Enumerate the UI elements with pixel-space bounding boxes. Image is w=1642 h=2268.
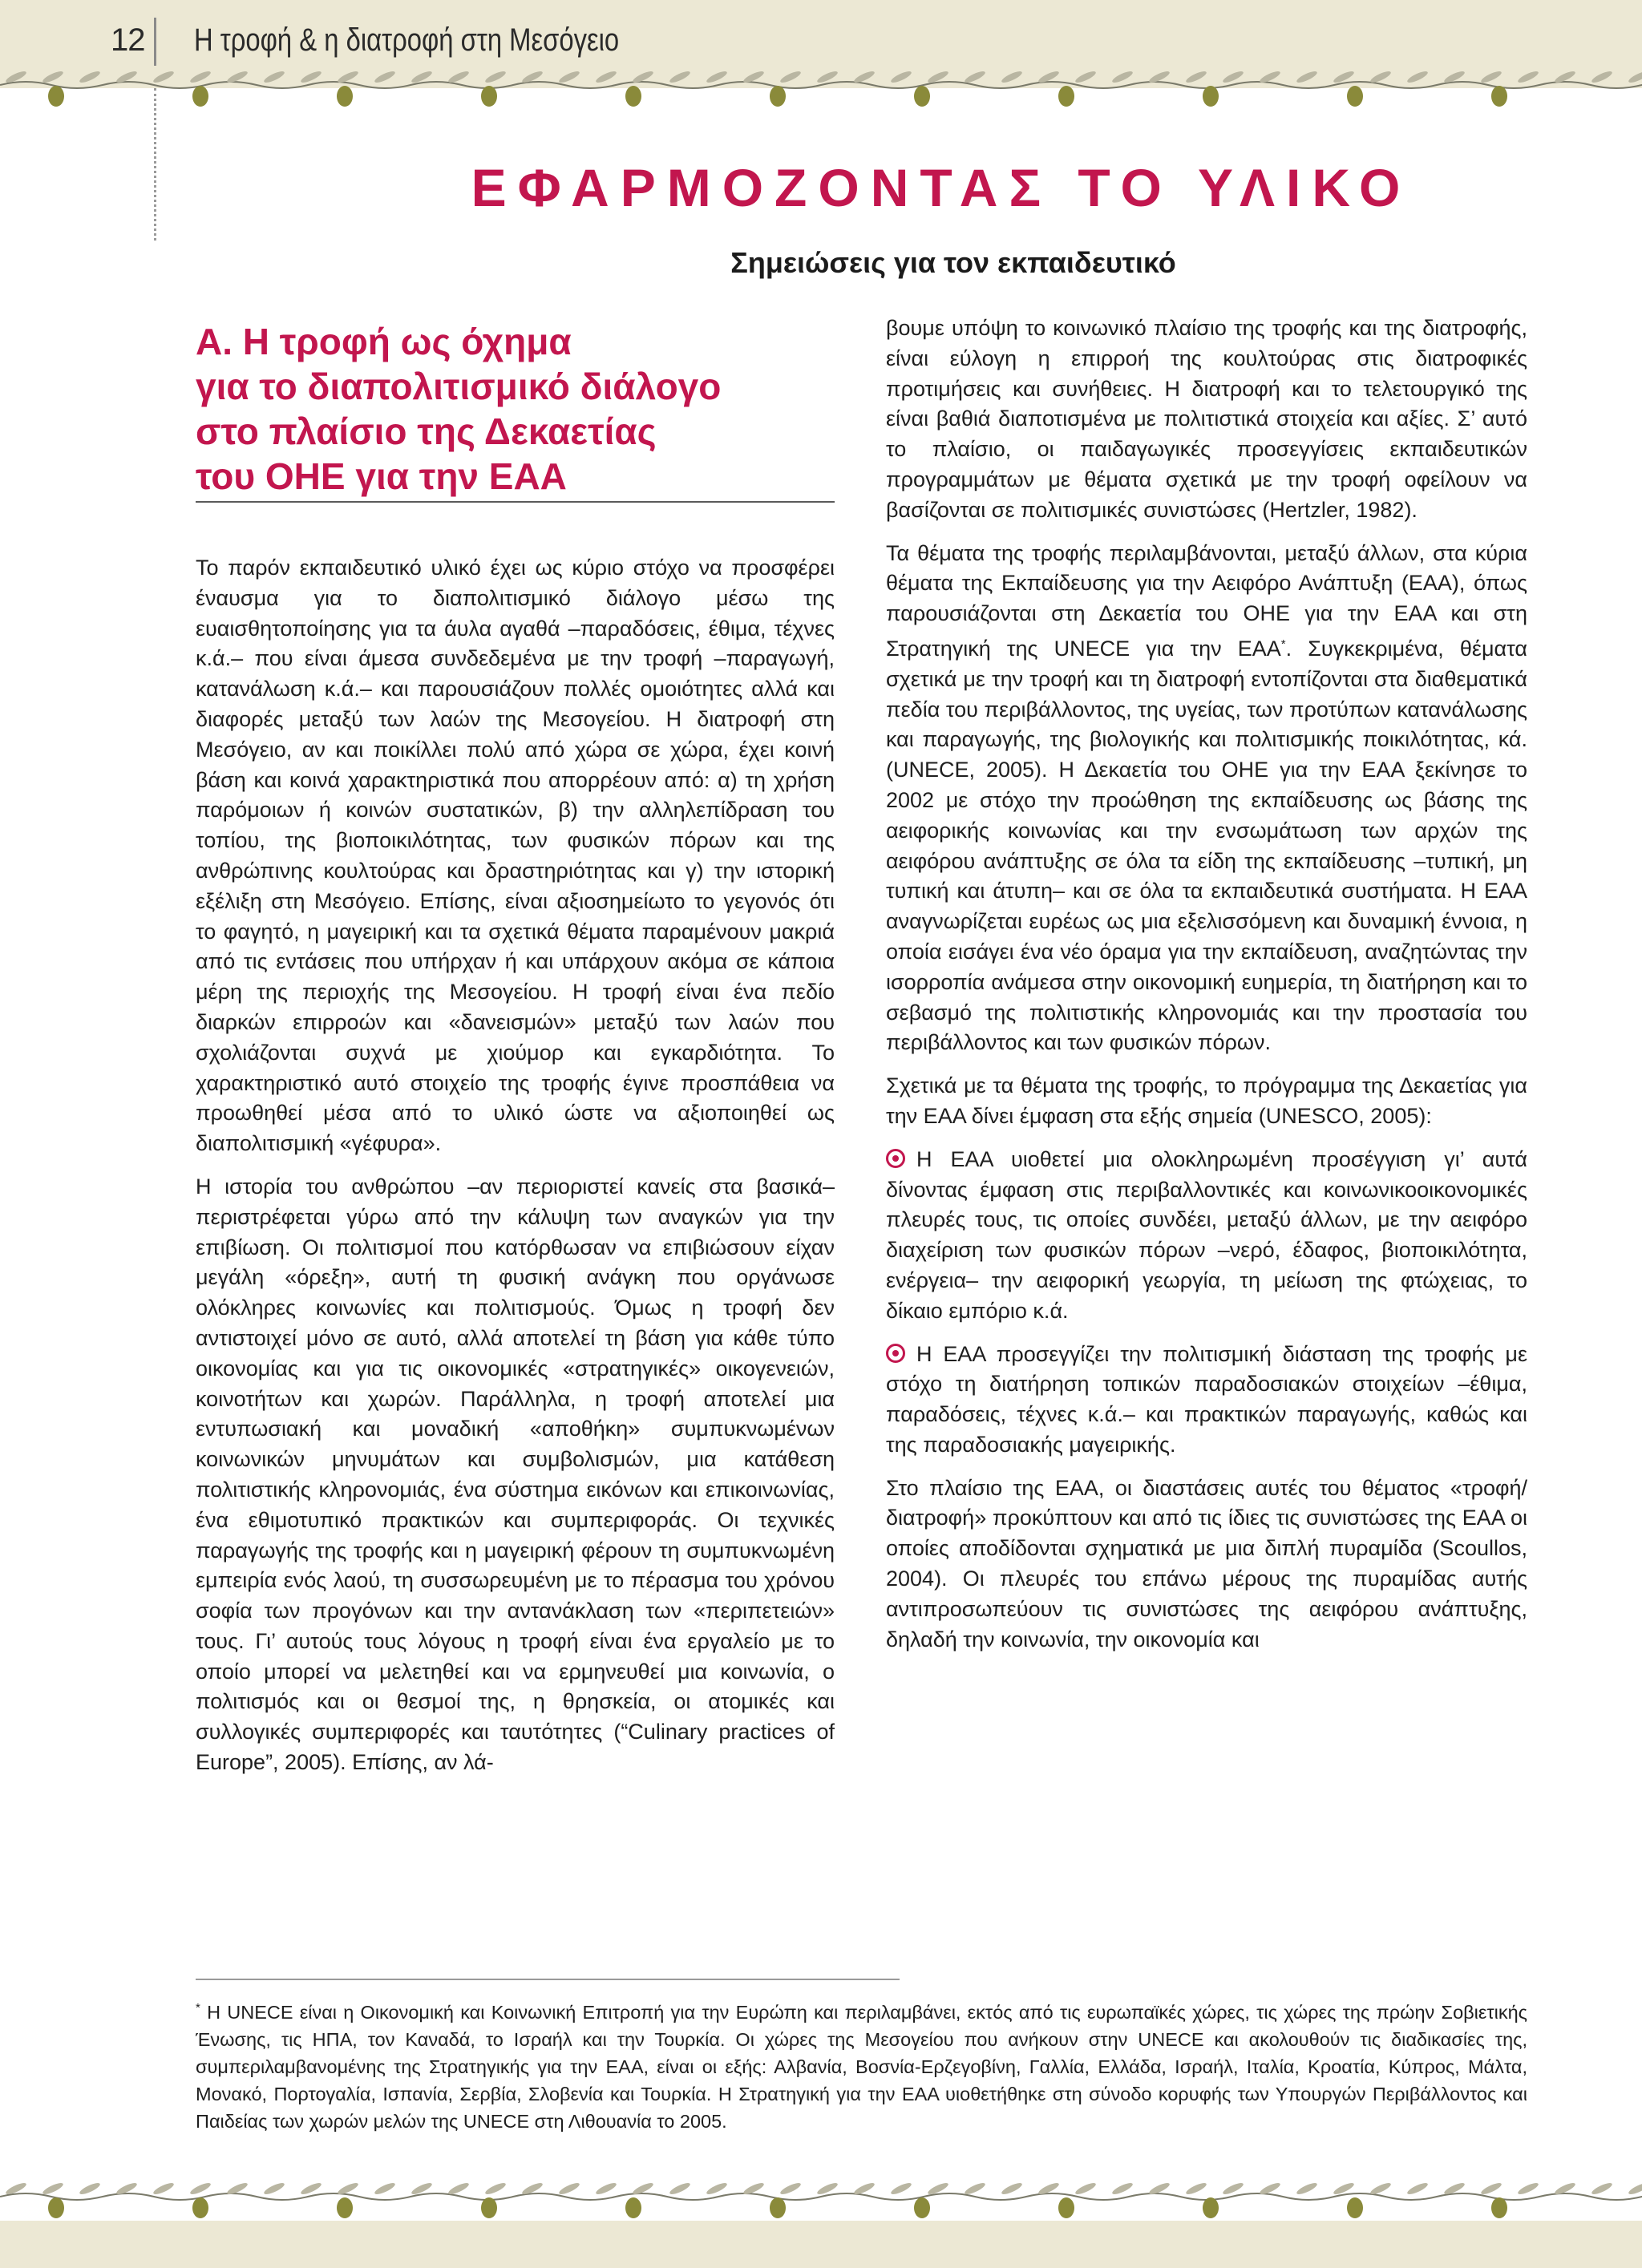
right-paragraph-2-part-a: Τα θέματα της τροφής περιλαμβάνονται, μεταξύ άλλων, στα κύρια θέματα της Εκπαίδευσης για την Αειφόρο Ανάπτυξη (ΕΑΑ), όπως παρουσιάζονται στη Δεκαετία του ΟΗΕ για την ΕΑΑ και στη Στρατηγική της UNECE για την ΕΑΑ xyxy=(886,540,1527,661)
olive-fruit xyxy=(481,86,497,107)
olive-fruit xyxy=(1491,2197,1507,2218)
olive-branch-top-decoration xyxy=(0,67,1642,115)
olive-leaf xyxy=(558,69,581,84)
heading-line-1: Α. Η τροφή ως όχημα xyxy=(196,321,572,362)
page-footer-band xyxy=(0,2221,1642,2268)
footnote-reference: * xyxy=(1280,637,1286,651)
heading-line-3: στο πλαίσιο της Δεκαετίας xyxy=(196,410,657,452)
right-paragraph-2 xyxy=(886,539,1527,1059)
olive-leaf xyxy=(853,2181,876,2196)
olive-leaf xyxy=(890,69,913,84)
olive-leaf xyxy=(79,2181,102,2196)
olive-leaf xyxy=(447,2181,471,2196)
olive-fruit xyxy=(1347,86,1363,107)
olive-fruit xyxy=(770,86,786,107)
olive-leaf xyxy=(189,2181,212,2196)
olive-leaf xyxy=(779,69,803,84)
olive-fruit xyxy=(337,2197,353,2218)
olive-leaf xyxy=(1517,69,1540,84)
olive-leaf xyxy=(964,2181,987,2196)
olive-fruit xyxy=(1491,86,1507,107)
olive-leaf xyxy=(1296,69,1319,84)
right-paragraph-3: Σχετικά με τα θέματα της τροφής, το πρόγραμμα της Δεκαετίας για την ΕΑΑ δίνει έμφαση στα εξής σημεία (UNESCO, 2005): xyxy=(886,1073,1527,1128)
right-paragraph-1: βουμε υπόψη το κοινωνικό πλαίσιο της τροφής και της διατροφής, είναι εύλογη η επιρροή της κουλτούρας στις διατροφικές προτιμήσεις και συνήθειες. Η διατροφή και το τελετουργικό της είναι βαθιά διαποτισμένα με πολιτιστικά στοιχεία και αξίες. Σ’ αυτό το πλαίσιο, οι παιδαγωγικές προσεγγίσεις εκπαιδευτικών προγραμμάτων με θέματα σχετικά με την τροφή οφείλουν να βασίζονται σε πολιτισμικές συνιστώσες (Hertzler, 1982). xyxy=(886,316,1527,522)
olive-fruit xyxy=(48,2197,64,2218)
olive-leaf xyxy=(484,2181,508,2196)
olive-fruit xyxy=(770,2197,786,2218)
header-divider xyxy=(154,18,156,66)
left-column xyxy=(196,553,835,1791)
olive-leaf xyxy=(595,2181,618,2196)
olive-fruit xyxy=(1347,2197,1363,2218)
olive-leaf xyxy=(890,2181,913,2196)
footnote-rule xyxy=(196,1979,900,1980)
olive-leaf xyxy=(1074,2181,1098,2196)
olive-leaf xyxy=(1480,69,1503,84)
section-title: ΕΦΑΡΜΟΖΟΝΤΑΣ ΤΟ ΥΛΙΚΟ xyxy=(471,158,1412,217)
olive-leaf xyxy=(1591,2181,1614,2196)
olive-fruit xyxy=(337,86,353,107)
footnote xyxy=(196,1995,1527,2135)
olive-leaf xyxy=(1111,69,1134,84)
olive-leaf xyxy=(1369,2181,1393,2196)
section-subtitle: Σημειώσεις για τον εκπαιδευτικό xyxy=(730,246,1176,279)
right-paragraph-2-part-b: . Συγκεκριμένα, θέματα σχετικά με την τροφή και τη διατροφή εντοπίζονται στα διαθεματικά πεδία του περιβάλλοντος, της υγείας, των προτύπων κατανάλωσης και παραγωγής, της βιολογικής και πολιτισμικής ποικιλότητας, κά. (UNECE, 2005). Η Δεκαετία του ΟΗΕ για την ΕΑΑ ξεκίνησε το 2002 με στόχο την προώθηση της εκπαίδευσης ως βάσης της αειφορικής κοινωνίας και την ενσωμάτωση των αρχών της αειφόρου ανάπτυξης σε όλα τα είδη της εκπαίδευσης –τυπική, μη τυπική και άτυπη– και σε όλα τα εκπαιδευτικά συστήματα. Η ΕΑΑ αναγνωρίζεται ευρέως ως μια εξελισσόμενη και δυναμική έννοια, η οποία εισάγει ένα νέο όραμα για την εκπαίδευση, αναζητώντας την ισορροπία ανάμεσα στην οικονομική ευημερία, τη διατήρηση και το σεβασμό της πολιτιστικής κληρονομιάς και την προστασία του περιβάλλοντος και των φυσικών πόρων. xyxy=(886,636,1528,1055)
olive-fruit xyxy=(481,2197,497,2218)
olive-fruit xyxy=(914,86,930,107)
olive-leaf xyxy=(1406,69,1430,84)
olive-leaf xyxy=(1074,69,1098,84)
olive-leaf xyxy=(1001,69,1024,84)
olive-leaf xyxy=(853,69,876,84)
target-bullet-icon xyxy=(886,1149,905,1168)
olive-fruit xyxy=(625,2197,641,2218)
olive-leaf xyxy=(1628,2181,1642,2196)
heading-underline xyxy=(196,501,835,503)
olive-leaf xyxy=(1001,2181,1024,2196)
olive-fruit xyxy=(1203,86,1219,107)
right-column xyxy=(886,313,1527,1668)
olive-leaf xyxy=(1185,69,1208,84)
heading-line-2: για το διαπολιτισμικό διάλογο xyxy=(196,366,722,407)
footnote-text: Η UNECE είναι η Οικονομική και Κοινωνική Επιτροπή για την Ευρώπη και περιλαμβάνει, εκτός από τις ευρωπαϊκές χώρες, τις χώρες της πρώην Σοβιετικής Ένωσης, τις ΗΠΑ, τον Καναδά, το Ισραήλ και την Τουρκία. Οι χώρες της Μεσογείου που ανήκουν στην UNECE και ακολουθούν τις διαδικασίες της, συμπεριλαμβανομένης της Στρατηγικής για την ΕΑΑ, είναι οι εξής: Αλβανία, Βοσνία-Ερζεγοβίνη, Γαλλία, Ελλάδα, Ισραήλ, Ιταλία, Κροατία, Κύπρος, Μάλτα, Μονακό, Πορτογαλία, Ισπανία, Σερβία, Σλοβενία και Τουρκία. Η Στρατηγική για την ΕΑΑ υιοθετήθηκε στη σύνοδο κορυφής των Υπουργών Περιβάλλοντος και Παιδείας των χωρών μελών της UNECE στη Λιθουανία το 2005. xyxy=(196,2001,1527,2132)
left-paragraph-1: Το παρόν εκπαιδευτικό υλικό έχει ως κύριο στόχο να προσφέρει έναυσμα για το διαπολιτισμικό διάλογο μέσω της ευαισθητοποίησης για τα άυλα αγαθά –παραδόσεις, έθιμα, τέχνες κ.ά.– που είναι άμεσα συνδεδεμένα με την τροφή –παραγωγή, κατανάλωση κ.ά.– και παρουσιάζουν πολλές ομοιότητες αλλά και διαφορές μεταξύ των λαών της Μεσογείου. Η διατροφή στη Μεσόγειο, αν και ποικίλλει πολύ από χώρα σε χώρα, έχει κοινή βάση και κοινά χαρακτηριστικά που απορρέουν από: α) τη χρήση παρόμοιων ή κοινών συστατικών, β) την αλληλεπίδραση του τοπίου, της βιοποικιλότητας, των φυσικών πόρων και της ανθρώπινης κουλτούρας και δραστηριότητας και γ) την ιστορική εξέλιξη στη Μεσόγειο. Επίσης, είναι αξιοσημείωτο το γεγονός ότι το φαγητό, η μαγειρική και τα σχετικά θέματα παραμένουν μακριά από τις εντάσεις που υπήρχαν ή και υπάρχουν ακόμα σε κάποια μέρη της περιοχής της Μεσογείου. Η τροφή είναι ένα πεδίο διαρκών επιρροών και «δανεισμών» μεταξύ των λαών που σχολιάζονται συχνά με χιούμορ και εγκαρδιότητα. Το χαρακτηριστικό αυτό στοιχείο της τροφής έγινε προσπάθεια να προωθηθεί μέσα από το υλικό ώστε να αξιοποιηθεί ως διαπολιτισμική «γέφυρα». xyxy=(196,556,835,1156)
olive-leaf xyxy=(595,69,618,84)
olive-leaf xyxy=(558,2181,581,2196)
article-heading xyxy=(196,319,837,499)
left-paragraph-2: Η ιστορία του ανθρώπου –αν περιοριστεί κανείς στα βασικά– περιστρέφεται γύρω από την κάλυψη των αναγκών για την επιβίωση. Οι πολιτισμοί που κατόρθωσαν να επιβιώσουν είχαν μεγάλη «όρεξη», αυτή τη φυσική ανάγκη που οργάνωσε ολόκληρες κοινωνίες και πολιτισμούς. Όμως η τροφή δεν αντιστοιχεί μόνο σε αυτό, αλλά αποτελεί τη βάση για κάθε τύπο οικονομίας και για τις οικονομικές «στρατηγικές» οικογενειών, κοινοτήτων και χωρών. Παράλληλα, η τροφή αποτελεί μια εντυπωσιακή και μοναδική «αποθήκη» συμπυκνωμένων κοινωνικών μηνυμάτων και συμβολισμών, μια κατάθεση πολιτιστικής κληρονομιάς, ένα σύστημα εικόνων και επικοινωνίας, ένα εθιμοτυπικό πρακτικών και συμπεριφοράς. Οι τεχνικές παραγωγής της τροφής και η μαγειρική φέρουν τη συμπυκνωμένη εμπειρία ενός λαού, τη συσσωρευμένη με το πέρασμα του χρόνου σοφία των προγόνων και την αντανάκλαση των «περιπετειών» τους. Γι’ αυτούς τους λόγους η τροφή είναι ένα εργαλείο με το οποίο μπορεί να μελετηθεί και να ερμηνευθεί μια κοινωνία, ο πολιτισμός και οι θεσμοί της, η θρησκεία, οι ατομικές και συλλογικές συμπεριφορές και ταυτότητες (“Culinary practices of Europe”, 2005). Επίσης, αν λά- xyxy=(196,1174,835,1775)
olive-leaf xyxy=(1517,2181,1540,2196)
bullet-1-text: Η ΕΑΑ υιοθετεί μια ολοκληρωμένη προσέγγιση γι’ αυτά δίνοντας έμφαση στις περιβαλλοντικές και κοινωνικοοικονομικές πλευρές τους, τις οποίες συνδέει, μεταξύ άλλων, με την αειφόρο διαχείριση των φυσικών πόρων –νερό, έδαφος, βιοποικιλότητα, ενέργεια– την αειφορική γεωργία, τη μείωση της φτώχειας, το δίκαιο εμπόριο κ.ά. xyxy=(886,1146,1527,1323)
olive-leaf xyxy=(263,2181,286,2196)
footnote-mark: * xyxy=(196,2001,200,2015)
olive-leaf xyxy=(374,69,397,84)
olive-leaf xyxy=(1480,2181,1503,2196)
olive-fruit xyxy=(192,2197,208,2218)
bullet-2-text: Η ΕΑΑ προσεγγίζει την πολιτισμική διάσταση της τροφής με στόχο τη διατήρηση τοπικών παραδοσιακών στοιχείων –έθιμα, παραδόσεις, τέχνες κ.ά.– και πρακτικών παραγωγής, καθώς και της παραδοσιακής μαγειρικής. xyxy=(886,1341,1527,1457)
olive-leaf xyxy=(42,69,65,84)
bullet-item-2 xyxy=(886,1340,1527,1461)
olive-leaf xyxy=(1185,2181,1208,2196)
olive-leaf xyxy=(189,69,212,84)
olive-fruit xyxy=(1058,2197,1074,2218)
olive-fruit xyxy=(48,86,64,107)
olive-leaf xyxy=(706,2181,729,2196)
olive-leaf xyxy=(79,69,102,84)
olive-fruit xyxy=(192,86,208,107)
olive-leaf xyxy=(669,2181,692,2196)
olive-leaf xyxy=(263,69,286,84)
olive-fruit xyxy=(1058,86,1074,107)
olive-leaf xyxy=(152,2181,176,2196)
page-number: 12 xyxy=(111,22,145,58)
olive-leaf xyxy=(779,2181,803,2196)
olive-branch-bottom-decoration xyxy=(0,2165,1642,2221)
olive-leaf xyxy=(1111,2181,1134,2196)
olive-leaf xyxy=(1369,69,1393,84)
olive-leaf xyxy=(447,69,471,84)
olive-fruit xyxy=(914,2197,930,2218)
olive-leaf xyxy=(706,69,729,84)
olive-leaf xyxy=(669,69,692,84)
olive-fruit xyxy=(625,86,641,107)
heading-line-4: του ΟΗΕ για την ΕΑΑ xyxy=(196,455,567,497)
olive-fruit xyxy=(1203,2197,1219,2218)
olive-leaf xyxy=(964,69,987,84)
bullet-item-1 xyxy=(886,1145,1527,1327)
right-paragraph-4: Στο πλαίσιο της ΕΑΑ, οι διαστάσεις αυτές του θέματος «τροφή/διατροφή» προκύπτουν και από τις ίδιες τις συνιστώσες της ΕΑΑ οι οποίες αποδίδονται σχηματικά με μια διπλή πυραμίδα (Scoullos, 2004). Οι πλευρές του επάνω μέρους της πυραμίδας αυτής αντιπροσωπεύουν τις συνιστώσες της αειφόρου ανάπτυξης, δηλαδή την κοινωνία, την οικονομία και xyxy=(886,1475,1527,1651)
olive-leaf xyxy=(1591,69,1614,84)
olive-leaf xyxy=(152,69,176,84)
target-bullet-icon xyxy=(886,1344,905,1363)
olive-leaf xyxy=(1628,69,1642,84)
olive-leaf xyxy=(1296,2181,1319,2196)
olive-leaf xyxy=(1406,2181,1430,2196)
olive-leaf xyxy=(484,69,508,84)
olive-leaf xyxy=(42,2181,65,2196)
olive-leaf xyxy=(374,2181,397,2196)
running-title: Η τροφή & η διατροφή στη Μεσόγειο xyxy=(194,22,620,58)
